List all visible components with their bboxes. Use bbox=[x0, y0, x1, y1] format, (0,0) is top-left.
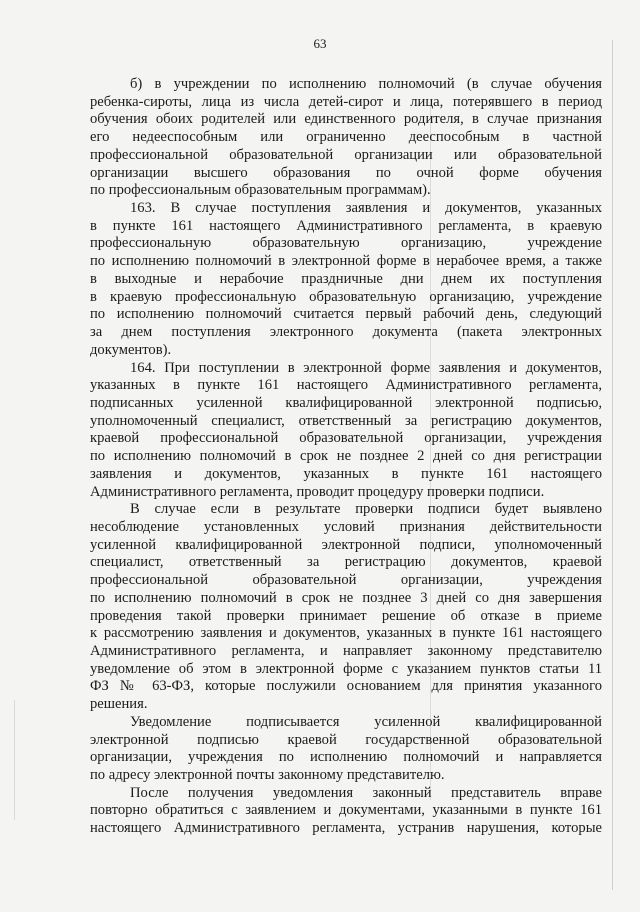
text-line: организации высшего образования по очной форме обучения bbox=[90, 164, 602, 181]
text-line: по профессиональным образовательным программам). bbox=[90, 182, 431, 199]
text-line: специалист, ответственный за регистрацию документов, краевой bbox=[90, 554, 602, 571]
text-line: по исполнению полномочий в срок не позднее 3 дней со дня завершения bbox=[90, 589, 602, 606]
text-line: его недееспособным или ограниченно дееспособным в частной bbox=[90, 129, 602, 146]
text-line: документов). bbox=[90, 341, 172, 358]
text-line: повторно обратиться с заявлением и документами, указанными в пункте 161 bbox=[90, 802, 602, 819]
text-line: профессиональной образовательной организации, учреждения bbox=[90, 572, 602, 589]
text-line: краевой профессиональной образовательной организации, учреждения bbox=[90, 430, 602, 447]
text-line: в краевую профессиональную образовательную организацию, учреждение bbox=[90, 288, 602, 305]
paragraph-clause-164 bbox=[90, 360, 602, 502]
text-line: уполномоченный специалист, ответственный за регистрацию документов, bbox=[90, 412, 602, 429]
text-line: по исполнению полномочий в срок не позднее 2 дней со дня регистрации bbox=[90, 448, 602, 465]
text-line: подписанных усиленной квалифицированной электронной подписью, bbox=[90, 394, 602, 411]
text-line: по исполнению полномочий в электронной форме в нерабочее время, а также bbox=[90, 253, 602, 270]
text-line: обучения обоих родителей или единственного родителя, в случае признания bbox=[90, 111, 602, 128]
text-line: профессиональную образовательную организацию, учреждение bbox=[90, 235, 602, 252]
text-line: После получения уведомления законный представитель вправе bbox=[130, 784, 602, 801]
paragraph-b-item bbox=[90, 76, 602, 200]
text-line: по адресу электронной почты законному представителю. bbox=[90, 767, 445, 784]
text-line: Административного регламента, и направляет законному представителю bbox=[90, 643, 602, 659]
text-line: несоблюдение установленных условий признания действительности bbox=[90, 518, 602, 535]
text-line: 164. При поступлении в электронной форме заявления и документов, bbox=[130, 359, 602, 376]
text-line: к рассмотрению заявления и документов, указанных в пункте 161 настоящего bbox=[90, 625, 602, 642]
text-line: в пункте 161 настоящего Административного регламента, в краевую bbox=[90, 217, 602, 234]
text-line: ребенка-сироты, лица из числа детей-сирот и лица, потерявшего в период bbox=[90, 93, 602, 110]
text-line: заявления и документов, указанных в пункте 161 настоящего bbox=[90, 465, 602, 482]
text-line: В случае если в результате проверки подписи будет выявлено bbox=[130, 501, 602, 518]
text-line: организации, учреждения по исполнению полномочий и направляется bbox=[90, 749, 602, 766]
text-line: указанных в пункте 161 настоящего Административного регламента, bbox=[90, 377, 602, 394]
document-body bbox=[90, 76, 602, 838]
paragraph-clause-163 bbox=[90, 200, 602, 359]
paragraph-signature-check bbox=[90, 501, 602, 714]
text-line: электронной подписью краевой государственной образовательной bbox=[90, 731, 602, 748]
text-line: проведения такой проверки принимает решение об отказе в приеме bbox=[90, 607, 602, 624]
text-line: настоящего Административного регламента, устранив нарушения, которые bbox=[90, 820, 602, 837]
text-line: профессиональной образовательной организации или образовательной bbox=[90, 146, 602, 163]
text-line: Уведомление подписывается усиленной квалифицированной bbox=[130, 713, 602, 730]
paragraph-after-notice bbox=[90, 785, 602, 838]
page-number: 63 bbox=[313, 36, 327, 51]
text-line: за днем поступления электронного документа (пакета электронных bbox=[90, 324, 602, 341]
text-line: 163. В случае поступления заявления и документов, указанных bbox=[130, 200, 602, 217]
text-line: усиленной квалифицированной электронной подписи, уполномоченный bbox=[90, 536, 602, 553]
text-line: решения. bbox=[90, 696, 148, 713]
text-line: в выходные и нерабочие праздничные дни днем их поступления bbox=[90, 270, 602, 287]
scan-edge-line bbox=[612, 40, 613, 890]
text-line: Административного регламента, проводит процедуру проверки подписи. bbox=[90, 483, 545, 500]
text-line: уведомление об этом в электронной форме с указанием пунктов статьи 11 bbox=[90, 660, 602, 677]
text-line: ФЗ № 63-ФЗ, которые послужили основанием для принятия указанного bbox=[90, 678, 602, 695]
scan-edge-line-left bbox=[14, 700, 15, 820]
text-line: по исполнению полномочий считается первый рабочий день, следующий bbox=[90, 306, 602, 323]
paragraph-notice-signed bbox=[90, 714, 602, 785]
text-line: б) в учреждении по исполнению полномочий (в случае обучения bbox=[130, 76, 602, 92]
